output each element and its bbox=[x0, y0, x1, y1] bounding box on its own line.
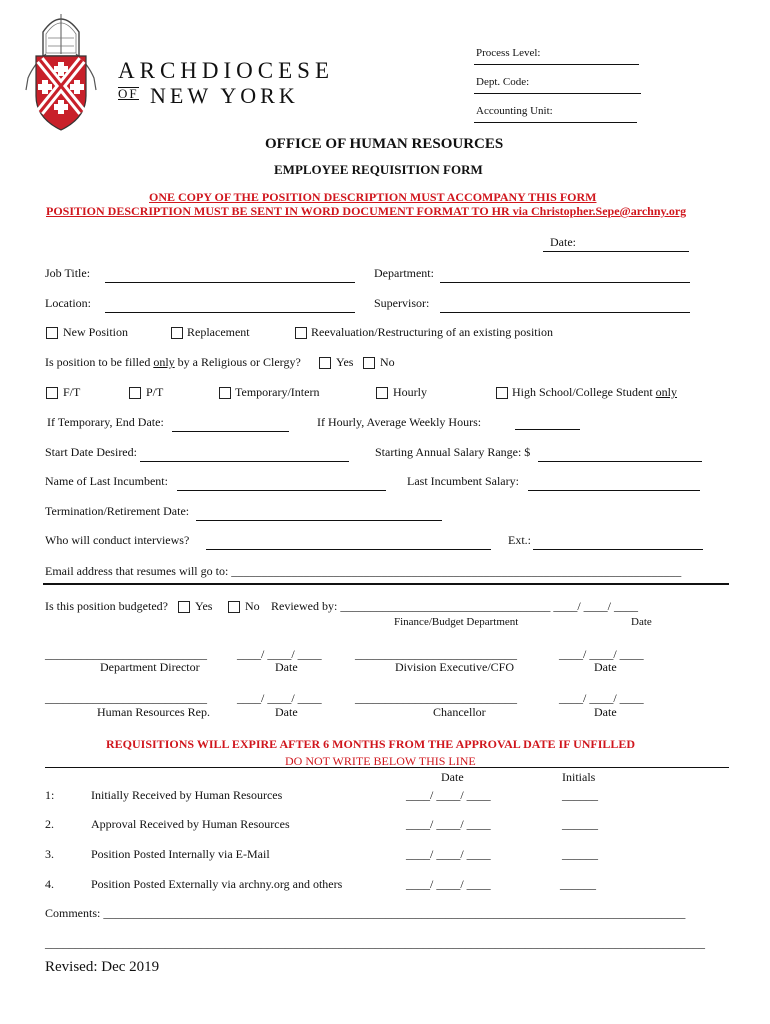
termination-label: Termination/Retirement Date: bbox=[45, 504, 190, 518]
pt-label: P/T bbox=[146, 385, 164, 399]
ext-label: Ext.: bbox=[508, 533, 531, 547]
job-title-field[interactable] bbox=[105, 282, 355, 283]
do-not-write-notice: DO NOT WRITE BELOW THIS LINE bbox=[285, 754, 476, 768]
accounting-unit-label: Accounting Unit: bbox=[476, 105, 553, 117]
ft-label: F/T bbox=[63, 385, 81, 399]
supervisor-field[interactable] bbox=[440, 312, 690, 313]
hourly-avg-label: If Hourly, Average Weekly Hours: bbox=[317, 415, 482, 429]
last-incumbent-field[interactable] bbox=[177, 490, 386, 491]
location-field[interactable] bbox=[105, 312, 355, 313]
budgeted-yes-label: Yes bbox=[195, 599, 213, 613]
hr-row-1-num: 1: bbox=[45, 788, 55, 802]
religious-question-post: by a Religious or Clergy? bbox=[174, 355, 301, 369]
budgeted-label: Is this position budgeted? bbox=[45, 599, 168, 613]
division-exec-label: Division Executive/CFO bbox=[395, 660, 514, 674]
hr-row-2-initials[interactable]: ______ bbox=[562, 817, 598, 831]
hourly-label: Hourly bbox=[393, 385, 427, 399]
hr-rep-date[interactable]: ____/ ____/ ____ bbox=[237, 691, 322, 705]
hs-student-checkbox[interactable] bbox=[496, 387, 508, 399]
hr-row-4-initials[interactable]: ______ bbox=[560, 877, 596, 891]
location-label: Location: bbox=[45, 296, 91, 310]
hr-row-3-initials[interactable]: ______ bbox=[562, 847, 598, 861]
hr-row-3-date[interactable]: ____/ ____/ ____ bbox=[406, 847, 491, 861]
interviews-field[interactable] bbox=[206, 549, 491, 550]
hr-rep-signature[interactable]: ___________________________ bbox=[45, 691, 207, 705]
division-exec-date-label: Date bbox=[594, 660, 617, 674]
finance-date-label: Date bbox=[631, 616, 652, 628]
hourly-avg-field[interactable] bbox=[515, 429, 580, 430]
hr-row-4-date[interactable]: ____/ ____/ ____ bbox=[406, 877, 491, 891]
archdiocese-crest-logo bbox=[16, 8, 106, 134]
ext-field[interactable] bbox=[533, 549, 703, 550]
hr-rep-date-label: Date bbox=[275, 705, 298, 719]
temporary-checkbox[interactable] bbox=[219, 387, 231, 399]
replacement-checkbox[interactable] bbox=[171, 327, 183, 339]
finance-dept-label: Finance/Budget Department bbox=[394, 616, 519, 628]
termination-field[interactable] bbox=[196, 520, 442, 521]
hr-row-3-num: 3. bbox=[45, 847, 54, 861]
supervisor-label: Supervisor: bbox=[374, 296, 430, 310]
religious-no-checkbox[interactable] bbox=[363, 357, 375, 369]
temporary-label: Temporary/Intern bbox=[235, 385, 320, 399]
hr-row-1-label: Initially Received by Human Resources bbox=[91, 788, 283, 802]
notice-word-format: POSITION DESCRIPTION MUST BE SENT IN WORD DOCUMENT FORMAT TO HR via Christopher.Sepe@archny.org bbox=[46, 204, 687, 218]
reevaluation-checkbox[interactable] bbox=[295, 327, 307, 339]
hs-student-label bbox=[512, 385, 677, 400]
religious-no-label: No bbox=[380, 355, 395, 369]
budgeted-no-checkbox[interactable] bbox=[228, 601, 240, 613]
reviewed-by-field[interactable]: Reviewed by: ___________________________________ ____/ ____/ ____ bbox=[271, 599, 638, 613]
hr-table-date-header: Date bbox=[441, 770, 464, 784]
org-name-of bbox=[118, 86, 139, 102]
email-resumes-field[interactable]: Email address that resumes will go to: ___________________________________________________________________________ bbox=[45, 564, 682, 578]
department-field[interactable] bbox=[440, 282, 690, 283]
interviews-label: Who will conduct interviews? bbox=[45, 533, 190, 547]
chancellor-date[interactable]: ____/ ____/ ____ bbox=[559, 691, 644, 705]
religious-question-only: only bbox=[153, 355, 175, 369]
budgeted-no-label: No bbox=[245, 599, 260, 613]
dept-director-signature[interactable]: ___________________________ bbox=[45, 647, 207, 661]
temp-end-date-label: If Temporary, End Date: bbox=[47, 415, 164, 429]
org-name-line1: ARCHDIOCESE bbox=[118, 58, 335, 83]
religious-question-pre: Is position to be filled bbox=[45, 355, 154, 369]
org-of-text: OF bbox=[118, 86, 139, 101]
ft-checkbox[interactable] bbox=[46, 387, 58, 399]
chancellor-label: Chancellor bbox=[433, 705, 486, 719]
start-date-field[interactable] bbox=[140, 461, 349, 462]
department-label: Department: bbox=[374, 266, 434, 280]
last-incumbent-label: Name of Last Incumbent: bbox=[45, 474, 168, 488]
last-salary-field[interactable] bbox=[528, 490, 700, 491]
revised-date: Revised: Dec 2019 bbox=[45, 959, 160, 975]
chancellor-signature[interactable]: ___________________________ bbox=[355, 691, 517, 705]
new-position-label: New Position bbox=[63, 325, 129, 339]
reevaluation-label: Reevaluation/Restructuring of an existing position bbox=[311, 325, 553, 339]
hr-row-1-initials[interactable]: ______ bbox=[562, 788, 598, 802]
org-name-line2: NEW YORK bbox=[150, 83, 299, 108]
form-title: EMPLOYEE REQUISITION FORM bbox=[274, 162, 483, 177]
date-line[interactable] bbox=[543, 251, 689, 252]
hr-row-2-date[interactable]: ____/ ____/ ____ bbox=[406, 817, 491, 831]
hs-student-text: High School/College Student bbox=[512, 385, 656, 399]
start-date-label: Start Date Desired: bbox=[45, 445, 137, 459]
hr-rep-label: Human Resources Rep. bbox=[97, 705, 210, 719]
comments-field-line2[interactable]: ______________________________________________________________________________________________________________ bbox=[45, 936, 705, 950]
division-exec-date[interactable]: ____/ ____/ ____ bbox=[559, 647, 644, 661]
hr-row-2-num: 2. bbox=[45, 817, 54, 831]
date-label: Date: bbox=[550, 235, 576, 249]
hr-table-initials-header: Initials bbox=[562, 770, 596, 784]
division-exec-signature[interactable]: ___________________________ bbox=[355, 647, 517, 661]
process-level-label: Process Level: bbox=[476, 47, 541, 59]
accounting-unit-line[interactable] bbox=[474, 122, 637, 123]
religious-yes-checkbox[interactable] bbox=[319, 357, 331, 369]
hr-row-4-label: Position Posted Externally via archny.org and others bbox=[91, 877, 343, 891]
notice-position-description: ONE COPY OF THE POSITION DESCRIPTION MUST ACCOMPANY THIS FORM bbox=[149, 190, 597, 204]
hr-row-1-date[interactable]: ____/ ____/ ____ bbox=[406, 788, 491, 802]
process-level-line[interactable] bbox=[474, 64, 639, 65]
expire-notice: REQUISITIONS WILL EXPIRE AFTER 6 MONTHS FROM THE APPROVAL DATE IF UNFILLED bbox=[106, 737, 636, 751]
religious-yes-label: Yes bbox=[336, 355, 354, 369]
salary-range-field[interactable] bbox=[538, 461, 702, 462]
last-salary-label: Last Incumbent Salary: bbox=[407, 474, 519, 488]
dept-director-date-label: Date bbox=[275, 660, 298, 674]
hs-student-only: only bbox=[655, 385, 678, 399]
dept-code-line[interactable] bbox=[474, 93, 641, 94]
hourly-checkbox[interactable] bbox=[376, 387, 388, 399]
budgeted-yes-checkbox[interactable] bbox=[178, 601, 190, 613]
salary-range-label: Starting Annual Salary Range: $ bbox=[375, 445, 531, 459]
temp-end-date-field[interactable] bbox=[172, 431, 289, 432]
comments-field[interactable]: Comments: _________________________________________________________________________________________________ bbox=[45, 906, 686, 920]
job-title-label: Job Title: bbox=[45, 266, 91, 280]
office-title: OFFICE OF HUMAN RESOURCES bbox=[265, 136, 504, 152]
religious-question bbox=[45, 355, 301, 370]
dept-director-label: Department Director bbox=[100, 660, 200, 674]
chancellor-date-label: Date bbox=[594, 705, 617, 719]
dept-director-date[interactable]: ____/ ____/ ____ bbox=[237, 647, 322, 661]
hr-row-3-label: Position Posted Internally via E-Mail bbox=[91, 847, 270, 861]
pt-checkbox[interactable] bbox=[129, 387, 141, 399]
hr-row-2-label: Approval Received by Human Resources bbox=[91, 817, 290, 831]
new-position-checkbox[interactable] bbox=[46, 327, 58, 339]
do-not-write-line bbox=[45, 767, 729, 768]
replacement-label: Replacement bbox=[187, 325, 250, 339]
hr-row-4-num: 4. bbox=[45, 877, 54, 891]
section-divider bbox=[43, 583, 729, 585]
dept-code-label: Dept. Code: bbox=[476, 76, 530, 88]
